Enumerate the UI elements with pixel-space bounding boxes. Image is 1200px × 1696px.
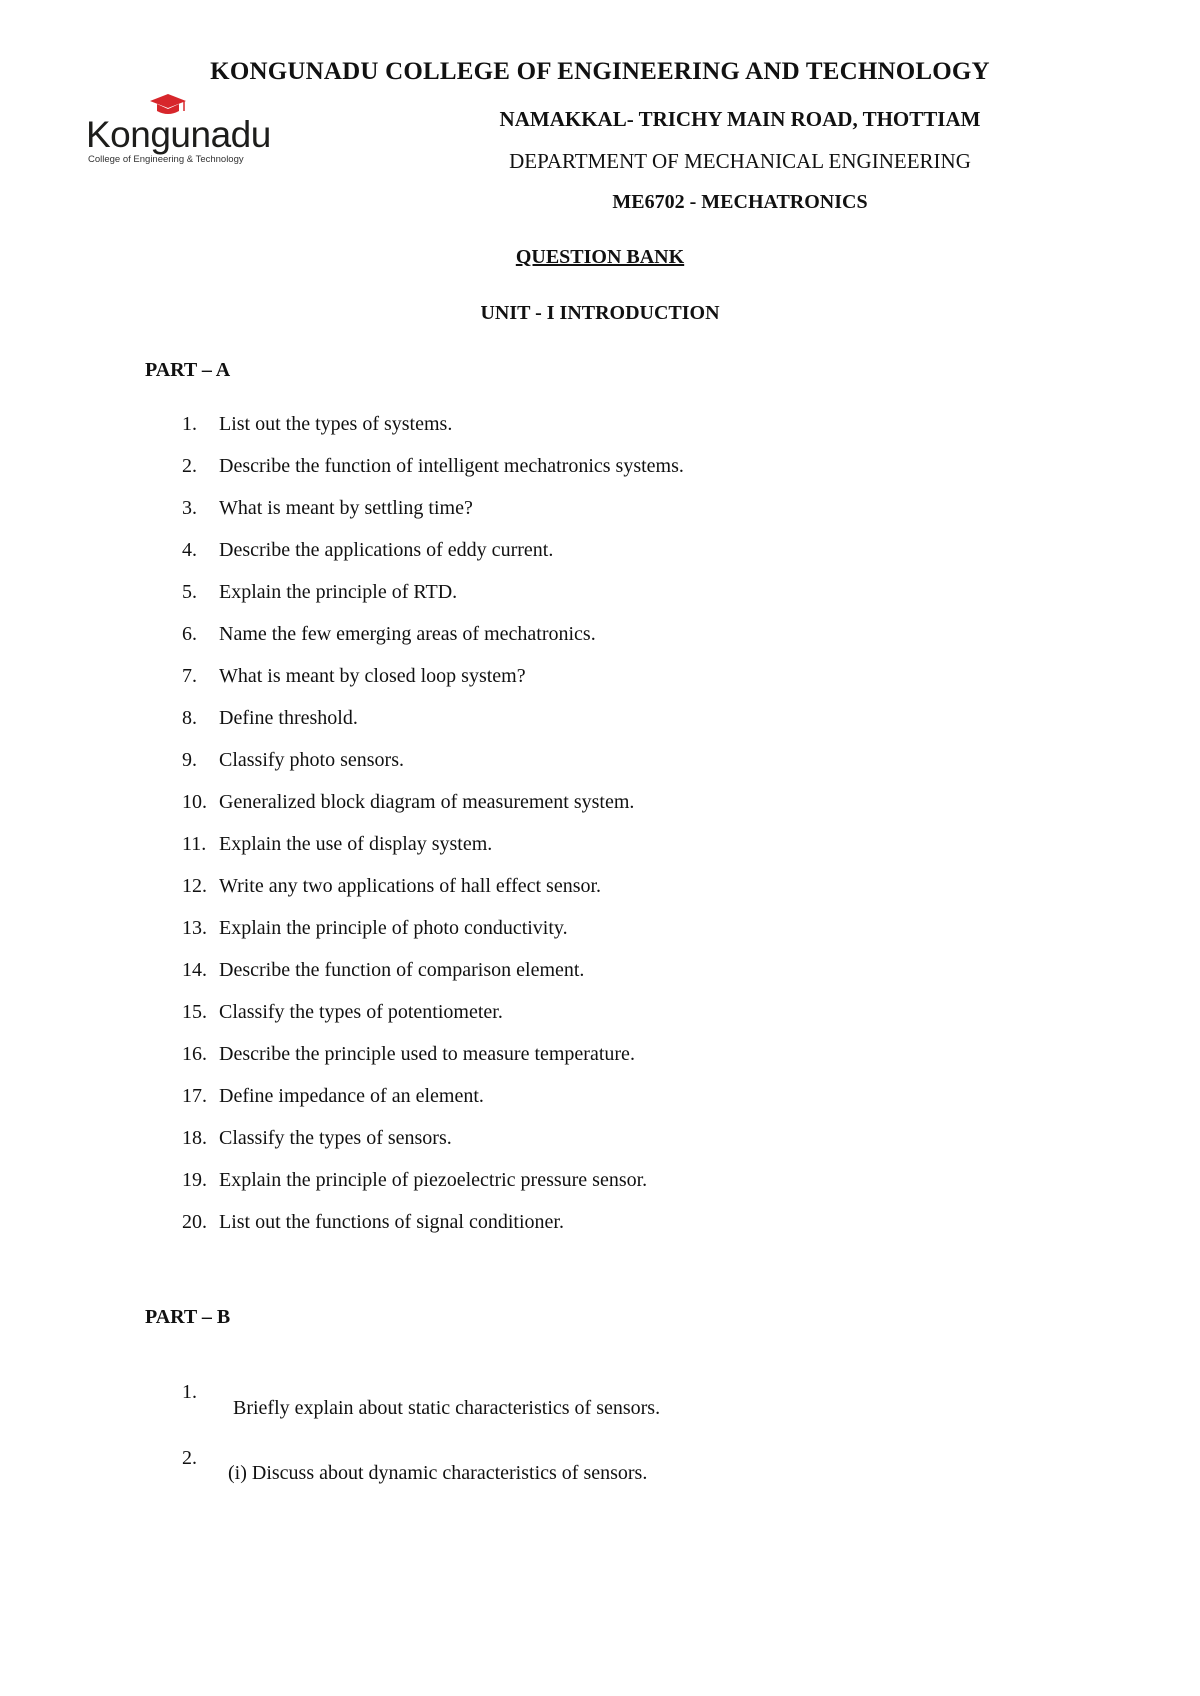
list-item: 7. What is meant by closed loop system? (182, 665, 526, 687)
list-item: 19. Explain the principle of piezoelectric pressure sensor. (182, 1169, 648, 1191)
list-item: 4. Describe the applications of eddy current. (182, 539, 554, 561)
logo-wordmark: Kongunadu (86, 114, 271, 155)
part-b-item-text: Briefly explain about static characteristics of sensors. (233, 1397, 661, 1419)
list-item: 9. Classify photo sensors. (182, 749, 404, 771)
document-type-heading: QUESTION BANK (515, 246, 685, 268)
list-item: 10. Generalized block diagram of measurement system. (182, 791, 635, 813)
part-b-item-number: 1. (182, 1381, 197, 1403)
list-item: 5. Explain the principle of RTD. (182, 581, 458, 603)
list-item: 18. Classify the types of sensors. (182, 1127, 452, 1149)
part-b-item-text: (i) Discuss about dynamic characteristics of sensors. (228, 1462, 648, 1484)
logo-tagline: College of Engineering & Technology (88, 154, 244, 165)
list-item: 6. Name the few emerging areas of mechatronics. (182, 623, 596, 645)
list-item: 16. Describe the principle used to measure temperature. (182, 1043, 635, 1065)
list-item: 3. What is meant by settling time? (182, 497, 473, 519)
list-item: 2. Describe the function of intelligent mechatronics systems. (182, 455, 684, 477)
list-item: 12. Write any two applications of hall effect sensor. (182, 875, 602, 897)
part-a-heading: PART – A (145, 359, 231, 381)
list-item: 17. Define impedance of an element. (182, 1085, 484, 1107)
department-name: DEPARTMENT OF MECHANICAL ENGINEERING (509, 149, 971, 173)
unit-heading: UNIT - I INTRODUCTION (480, 302, 720, 324)
list-item: 14. Describe the function of comparison element. (182, 959, 585, 981)
list-item: 11. Explain the use of display system. (182, 833, 493, 855)
course-title: ME6702 - MECHATRONICS (612, 191, 868, 213)
list-item: 13. Explain the principle of photo conductivity. (182, 917, 568, 939)
college-address: NAMAKKAL- TRICHY MAIN ROAD, THOTTIAM (499, 107, 981, 131)
part-b-item-number: 2. (182, 1447, 197, 1469)
college-name: KONGUNADU COLLEGE OF ENGINEERING AND TECHNOLOGY (210, 58, 990, 85)
list-item: 20. List out the functions of signal conditioner. (182, 1211, 564, 1233)
list-item: 8. Define threshold. (182, 707, 358, 729)
list-item: 15. Classify the types of potentiometer. (182, 1001, 503, 1023)
list-item: 1. List out the types of systems. (182, 413, 453, 435)
part-b-heading: PART – B (145, 1306, 231, 1328)
